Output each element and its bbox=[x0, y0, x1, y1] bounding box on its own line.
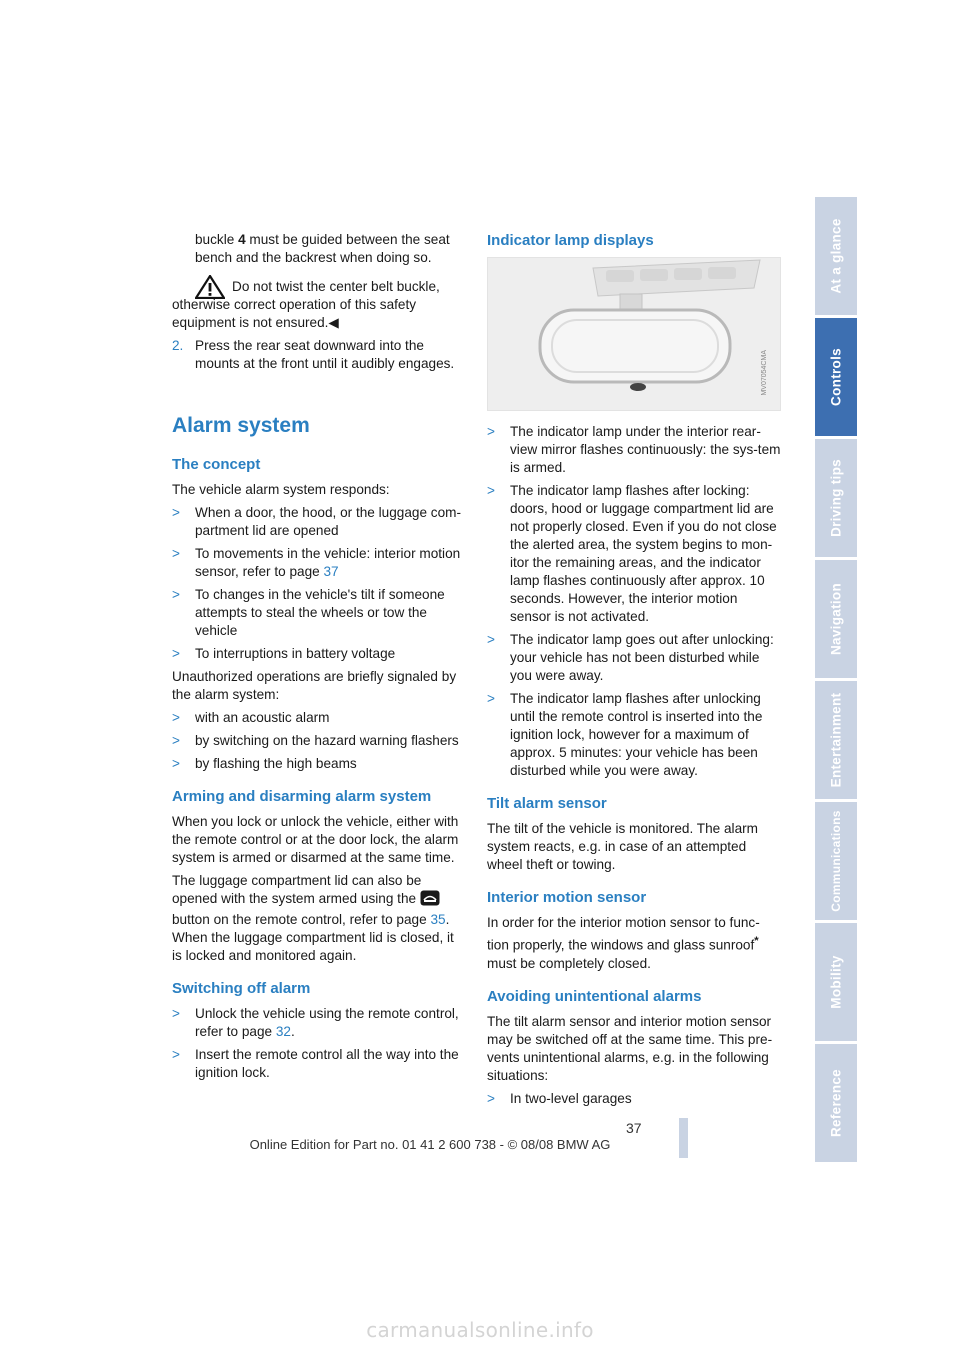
list-item bbox=[172, 709, 466, 727]
bullet-marker: > bbox=[172, 546, 180, 561]
belt-intro-callout: 4 bbox=[238, 232, 246, 247]
bullet-marker: > bbox=[172, 710, 180, 725]
tab-navigation[interactable] bbox=[815, 560, 857, 678]
list-item bbox=[487, 482, 781, 626]
list-item bbox=[487, 423, 781, 477]
list-item-text: The indicator lamp flashes after locking: doors, hood or luggage compartment lid are not properly closed. Even if you do not close the alerted area, the system begins to mon-itor the remaining areas, and the indicator lamp flashes continuously after approx. 10 seconds. However, the interior motion sensor is not activated. bbox=[510, 483, 777, 624]
tab-label: Mobility bbox=[828, 955, 844, 1009]
belt-intro-prefix: buckle bbox=[195, 232, 239, 247]
mirror-drawing bbox=[488, 258, 780, 410]
list-item-text: by flashing the high beams bbox=[195, 756, 357, 771]
warning-text: Do not twist the center belt buckle, otherwise correct operation of this safety equipment is not ensured.◀ bbox=[172, 279, 440, 330]
list-item-text: When a door, the hood, or the luggage com-partment lid are opened bbox=[195, 505, 462, 538]
footer-edition: Online Edition for Part no. 01 41 2 600 738 - © 08/08 BMW AG bbox=[249, 1137, 611, 1152]
arming-paragraph-2 bbox=[172, 872, 466, 965]
list-item bbox=[172, 755, 466, 773]
step-2-text: Press the rear seat downward into the mounts at the front until it audibly engages. bbox=[195, 338, 455, 371]
tab-reference[interactable] bbox=[815, 1044, 857, 1162]
right-column bbox=[487, 231, 781, 1113]
rearview-mirror-illustration bbox=[487, 257, 781, 411]
belt-intro-suffix: must be guided between the seat bench and the backrest when doing so. bbox=[195, 232, 450, 265]
page-link-32[interactable]: 32 bbox=[275, 1024, 291, 1039]
left-column bbox=[172, 231, 466, 1087]
figure-code: MV07054CMA bbox=[761, 350, 768, 396]
tab-label: Reference bbox=[828, 1069, 844, 1137]
bullet-marker: > bbox=[487, 632, 495, 647]
list-item-text: The indicator lamp flashes after unlocking until the remote control is inserted into the ignition lock, however for a maximum of approx. 5 minutes: your vehicle has been disturbed while you were away. bbox=[510, 691, 763, 778]
tab-label: Controls bbox=[828, 348, 844, 406]
list-item bbox=[172, 732, 466, 750]
tab-controls[interactable] bbox=[815, 318, 857, 436]
list-item bbox=[487, 1090, 781, 1108]
avoid-paragraph: The tilt alarm sensor and interior motion sensor may be switched off at the same time. This pre-vents unintentional alarms, e.g. in the following situations: bbox=[487, 1013, 773, 1083]
list-item-text: The indicator lamp under the interior rear-view mirror flashes continuously: the sys-tem is armed. bbox=[510, 424, 781, 475]
arming-text-c: . When the luggage compartment lid is closed, it is locked and monitored again. bbox=[172, 912, 454, 963]
bullet-marker: > bbox=[487, 483, 495, 498]
optional-equipment-star: * bbox=[754, 935, 759, 947]
heading-avoiding-alarms: Avoiding unintentional alarms bbox=[487, 987, 702, 1005]
tab-mobility[interactable] bbox=[815, 923, 857, 1041]
heading-interior-motion: Interior motion sensor bbox=[487, 889, 647, 906]
bullet-marker: > bbox=[172, 587, 180, 602]
list-item bbox=[172, 645, 466, 663]
bullet-marker: > bbox=[172, 1047, 180, 1062]
list-item-text: Insert the remote control all the way into the ignition lock. bbox=[195, 1047, 459, 1080]
step-number: 2. bbox=[172, 338, 184, 353]
tab-at-a-glance[interactable] bbox=[815, 197, 857, 315]
page-link-35[interactable]: 35 bbox=[430, 912, 446, 927]
watermark: carmanualsonline.info bbox=[366, 1318, 594, 1342]
heading-arming: Arming and disarming alarm system bbox=[172, 788, 432, 805]
tab-label: Communications bbox=[829, 810, 843, 912]
arming-text-b: button on the remote control, refer to page bbox=[172, 912, 431, 927]
heading-tilt-alarm: Tilt alarm sensor bbox=[487, 795, 607, 812]
list-item-text: Unlock the vehicle using the remote control, refer to page bbox=[195, 1006, 459, 1039]
interior-text-a: In order for the interior motion sensor to func-tion properly, the windows and glass sunroof bbox=[487, 915, 760, 953]
bullet-marker: > bbox=[172, 1006, 180, 1021]
interior-paragraph bbox=[487, 914, 781, 973]
list-item-text: with an acoustic alarm bbox=[195, 710, 330, 725]
bullet-marker: > bbox=[172, 646, 180, 661]
bullet-marker: > bbox=[172, 505, 180, 520]
list-item-punct: . bbox=[290, 1024, 295, 1039]
list-item-text: The indicator lamp goes out after unlocking: your vehicle has not been disturbed while you were away. bbox=[510, 632, 774, 683]
list-item bbox=[172, 1046, 466, 1082]
list-item bbox=[172, 586, 466, 640]
page-link-37[interactable]: 37 bbox=[323, 564, 339, 579]
list-item bbox=[172, 1005, 466, 1041]
list-item bbox=[172, 504, 466, 540]
bullet-marker: > bbox=[172, 756, 180, 771]
list-item-text: In two-level garages bbox=[510, 1090, 632, 1106]
bullet-marker: > bbox=[487, 1090, 495, 1106]
heading-the-concept: The concept bbox=[172, 456, 261, 473]
heading-indicator-lamp: Indicator lamp displays bbox=[487, 232, 654, 249]
list-item bbox=[172, 545, 466, 581]
bullet-marker: > bbox=[487, 691, 495, 706]
belt-intro bbox=[172, 231, 466, 267]
arming-text-a: The luggage compartment lid can also be opened with the system armed using the bbox=[172, 873, 422, 906]
tab-label: Navigation bbox=[828, 582, 844, 656]
heading-switching-off: Switching off alarm bbox=[172, 980, 311, 997]
list-item-text: To interruptions in battery voltage bbox=[195, 646, 396, 661]
luggage-button-icon bbox=[420, 890, 440, 911]
concept-intro: The vehicle alarm system responds: bbox=[172, 482, 390, 497]
list-item bbox=[487, 690, 781, 780]
step-2 bbox=[172, 337, 466, 373]
tab-communications[interactable] bbox=[815, 802, 857, 920]
page-number: 37 bbox=[626, 1120, 642, 1136]
section-title-alarm-system: Alarm system bbox=[172, 414, 310, 437]
tab-label: At a glance bbox=[828, 218, 844, 294]
tilt-paragraph: The tilt of the vehicle is monitored. The alarm system reacts, e.g. in case of an attempted wheel theft or towing. bbox=[487, 821, 758, 872]
unauthorized-intro: Unauthorized operations are briefly signaled by the alarm system: bbox=[172, 669, 457, 702]
list-item-text: To changes in the vehicle's tilt if someone attempts to steal the wheels or tow the vehicle bbox=[195, 587, 445, 638]
tab-label: Driving tips bbox=[828, 459, 844, 537]
interior-text-b: must be completely closed. bbox=[487, 955, 651, 971]
tab-entertainment[interactable] bbox=[815, 681, 857, 799]
list-item bbox=[487, 631, 781, 685]
list-item-text: To movements in the vehicle: interior motion sensor, refer to page bbox=[195, 546, 461, 579]
bullet-marker: > bbox=[172, 733, 180, 748]
chapter-tabs bbox=[815, 197, 857, 1160]
list-item-text: by switching on the hazard warning flashers bbox=[195, 733, 459, 748]
tab-driving-tips[interactable] bbox=[815, 439, 857, 557]
arming-paragraph-1: When you lock or unlock the vehicle, either with the remote control or at the door lock, the alarm system is armed or disarmed at the same time. bbox=[172, 814, 459, 865]
bullet-marker: > bbox=[487, 424, 495, 439]
tab-label: Entertainment bbox=[828, 692, 844, 788]
